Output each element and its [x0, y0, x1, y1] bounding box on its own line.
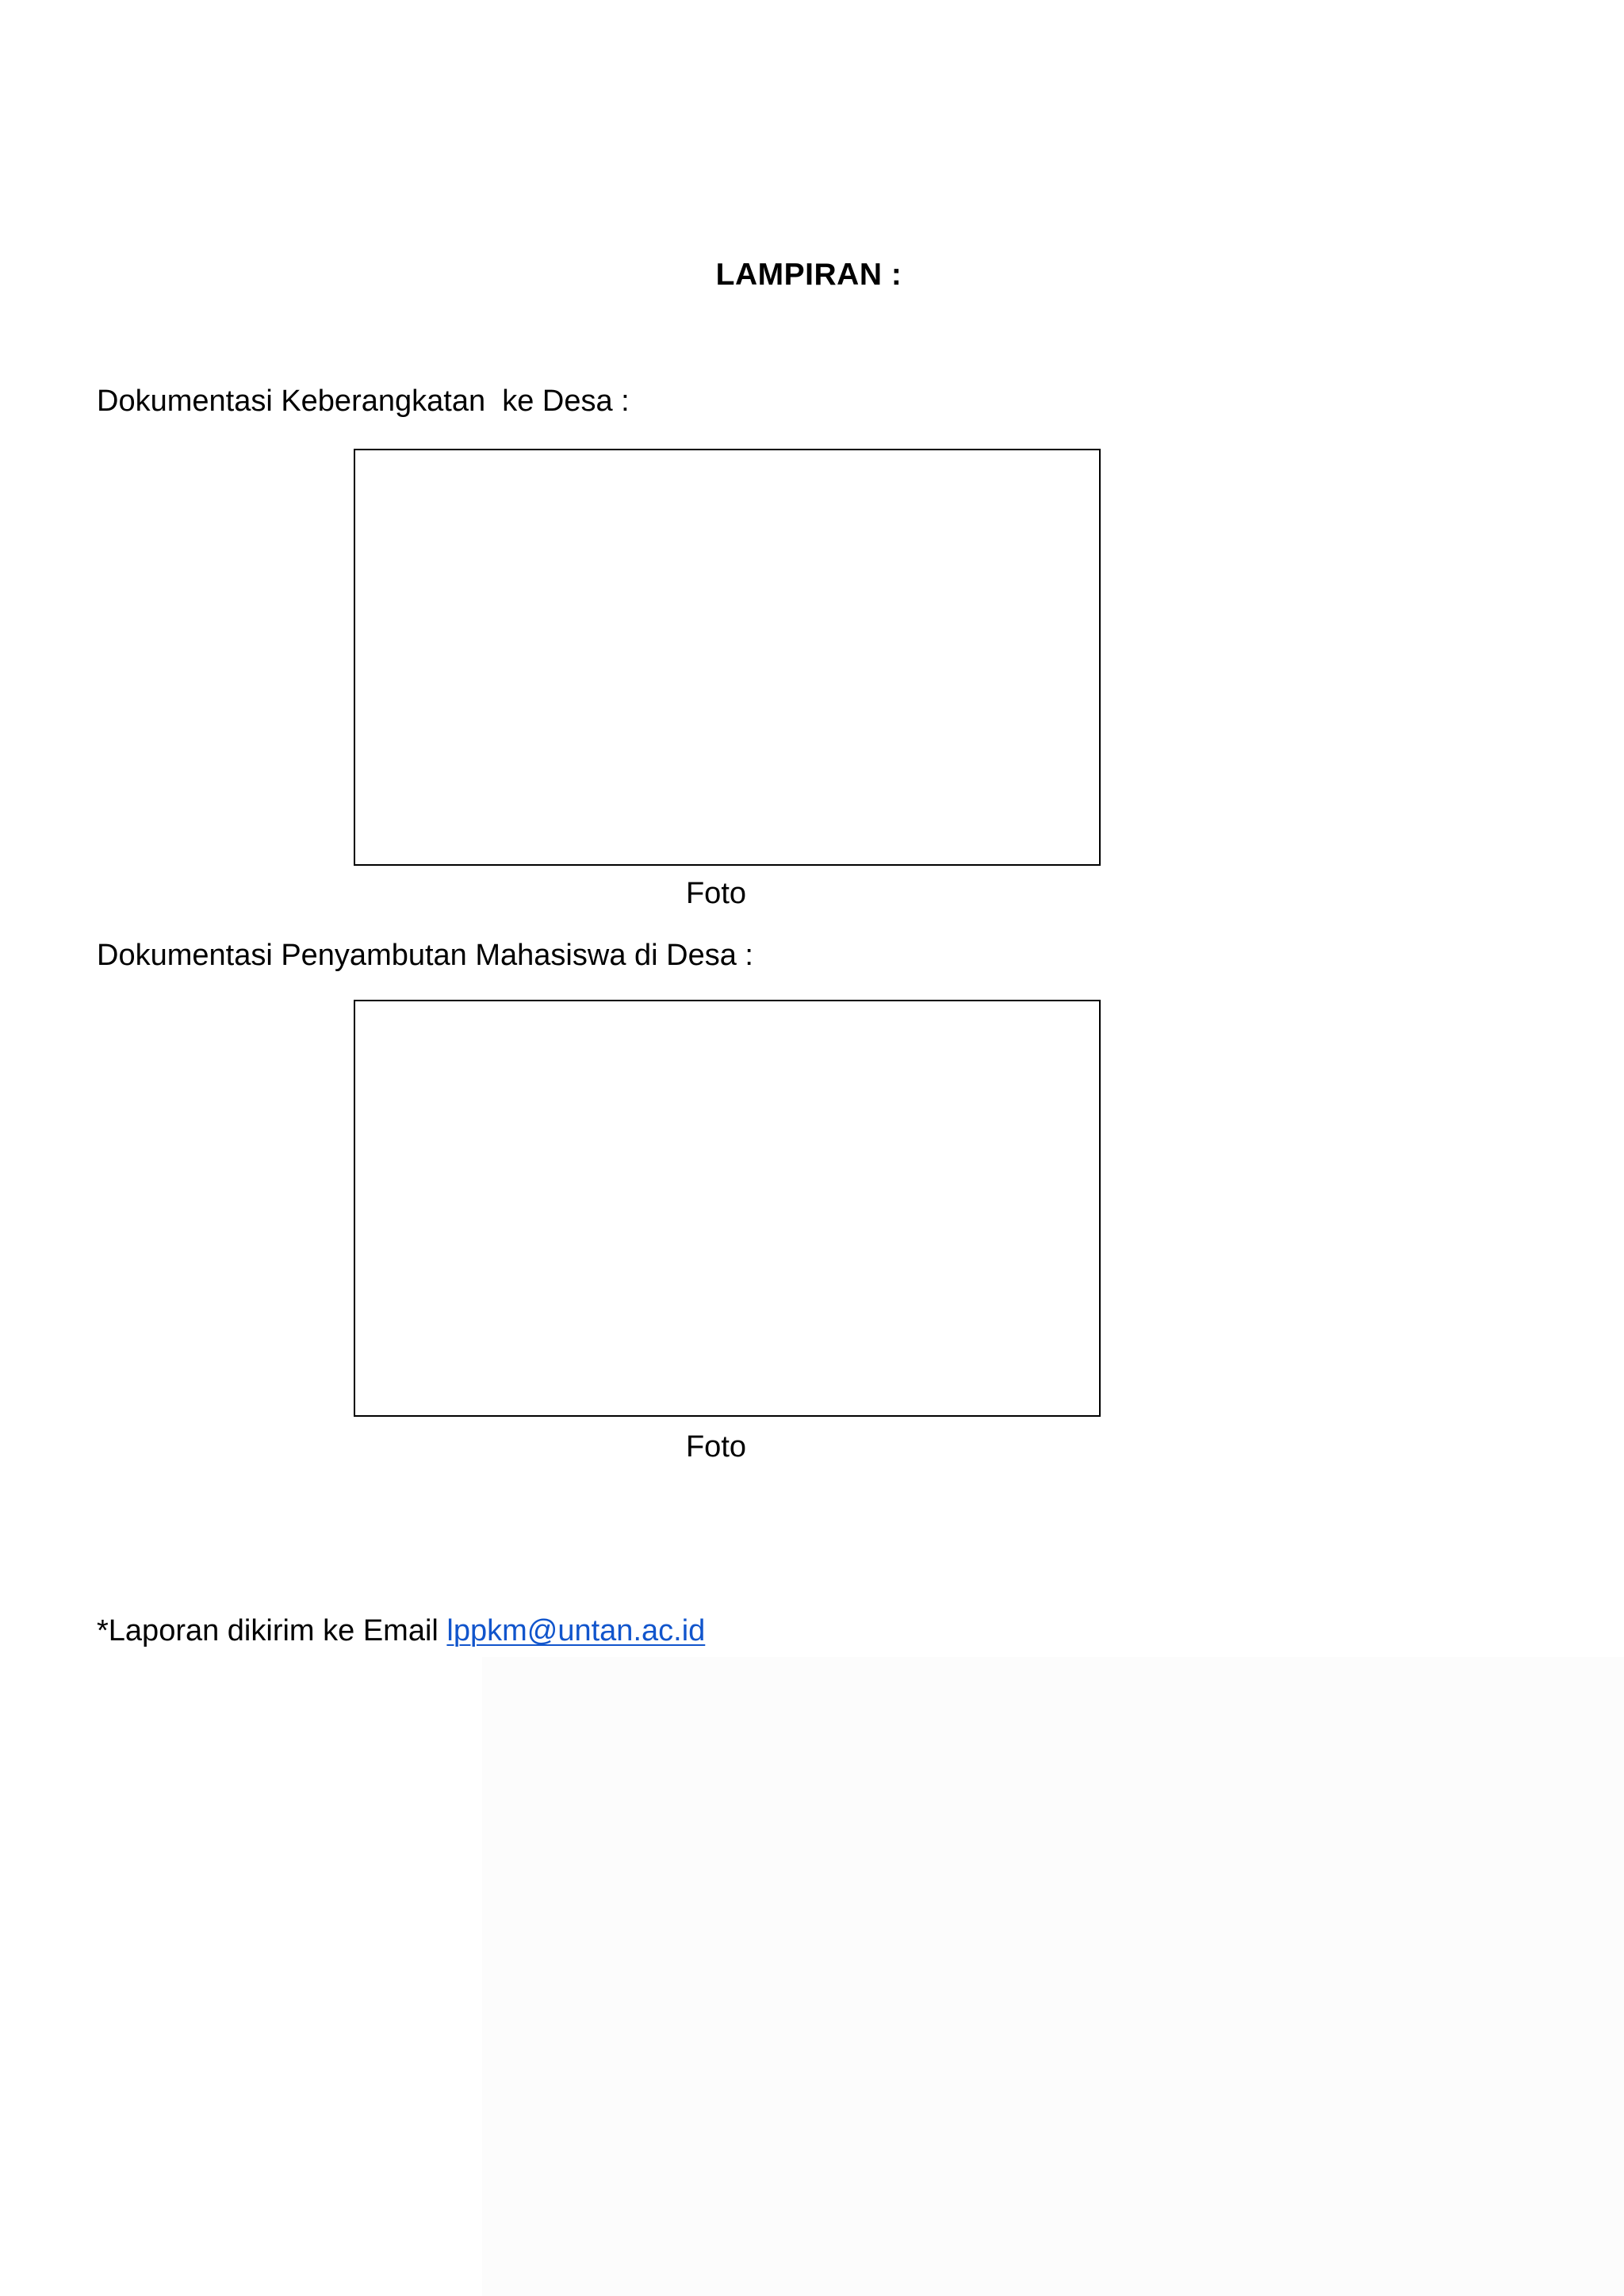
photo-caption-keberangkatan: Foto — [685, 877, 747, 910]
section-label-penyambutan: Dokumentasi Penyambutan Mahasiswa di Desa : — [97, 939, 753, 972]
email-link[interactable]: lppkm@untan.ac.id — [446, 1614, 706, 1647]
email-note — [97, 1611, 705, 1651]
page-title: LAMPIRAN : — [715, 258, 902, 292]
photo-placeholder-keberangkatan — [354, 449, 1101, 866]
section-label-keberangkatan: Dokumentasi Keberangkatan ke Desa : — [97, 385, 630, 418]
photo-placeholder-penyambutan — [354, 1000, 1101, 1417]
email-note-text: *Laporan dikirim ke Email — [97, 1614, 447, 1647]
photo-caption-penyambutan: Foto — [685, 1430, 747, 1464]
page-background-shade — [482, 1657, 1624, 2296]
